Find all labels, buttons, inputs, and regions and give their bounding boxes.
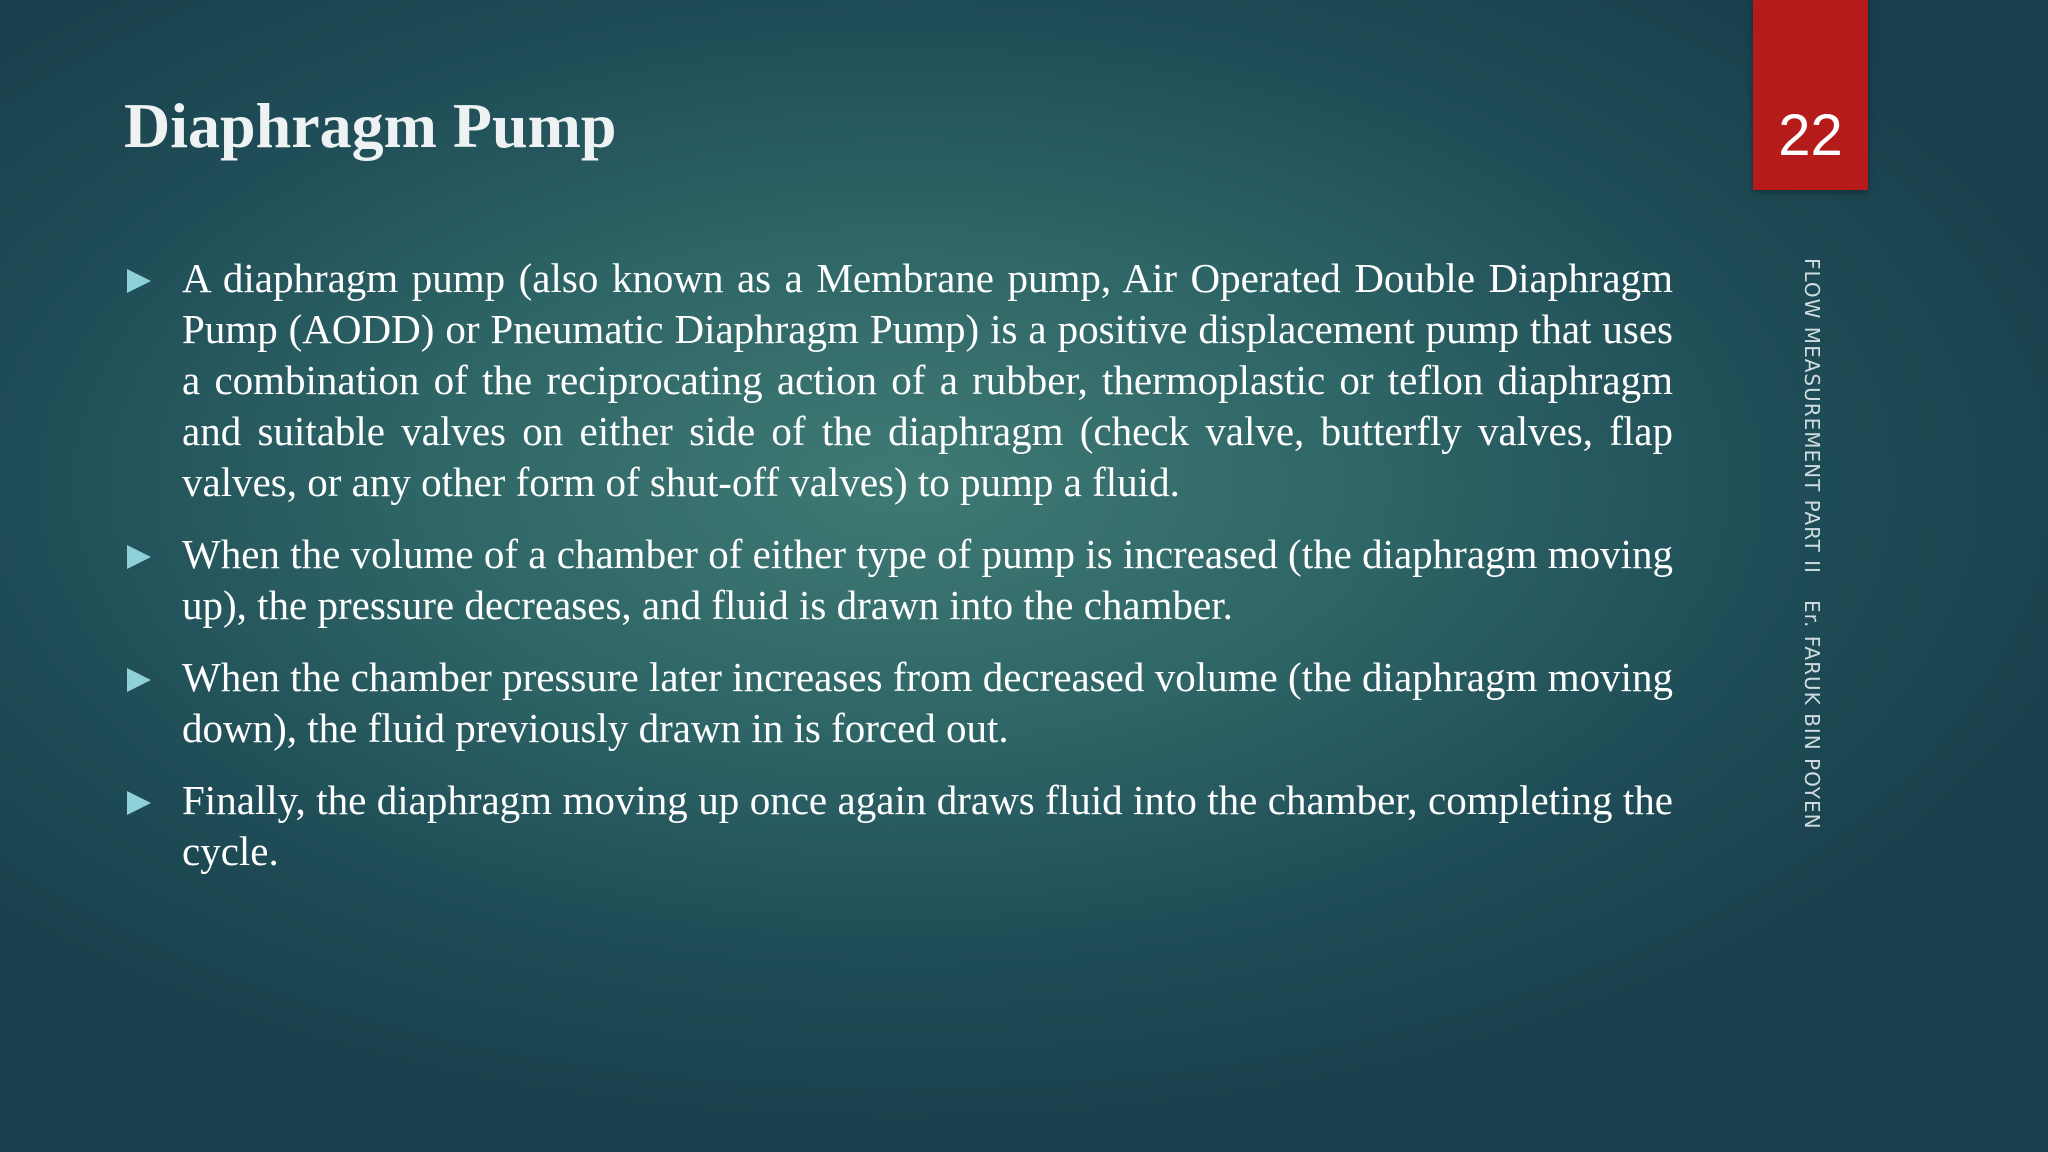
bullet-text: A diaphragm pump (also known as a Membrane pump, Air Operated Double Diaphragm Pump (AODD) or Pneumatic Diaphragm Pump) is a positive displacement pump that uses a combination of the reciprocating action of a rubber, thermoplastic or teflon diaphragm and suitable valves on either side of the diaphragm (check valve, butterfly valves, flap valves, or any other form of shut-off valves) to pump a fluid. <box>182 255 1673 505</box>
triangle-right-icon <box>127 269 151 293</box>
bullet-item <box>124 253 1673 508</box>
author-label: Er. FARUK BIN POYEN <box>1800 599 1824 830</box>
triangle-right-icon <box>127 791 151 815</box>
bullet-text: When the chamber pressure later increases from decreased volume (the diaphragm moving down), the fluid previously drawn in is forced out. <box>182 654 1673 751</box>
side-footer-label <box>1800 258 1824 830</box>
bullet-list <box>124 253 1673 898</box>
triangle-right-icon <box>127 668 151 692</box>
triangle-right-icon <box>127 545 151 569</box>
bullet-item <box>124 652 1673 754</box>
bullet-text: Finally, the diaphragm moving up once again draws fluid into the chamber, completing the cycle. <box>182 777 1673 874</box>
course-label: FLOW MEASUREMENT PART II <box>1800 258 1824 574</box>
bullet-text: When the volume of a chamber of either type of pump is increased (the diaphragm moving up), the pressure decreases, and fluid is drawn into the chamber. <box>182 531 1673 628</box>
slide-title: Diaphragm Pump <box>124 90 617 161</box>
page-number-tab <box>1753 0 1868 190</box>
page-number: 22 <box>1778 103 1843 168</box>
bullet-item <box>124 775 1673 877</box>
bullet-item <box>124 529 1673 631</box>
